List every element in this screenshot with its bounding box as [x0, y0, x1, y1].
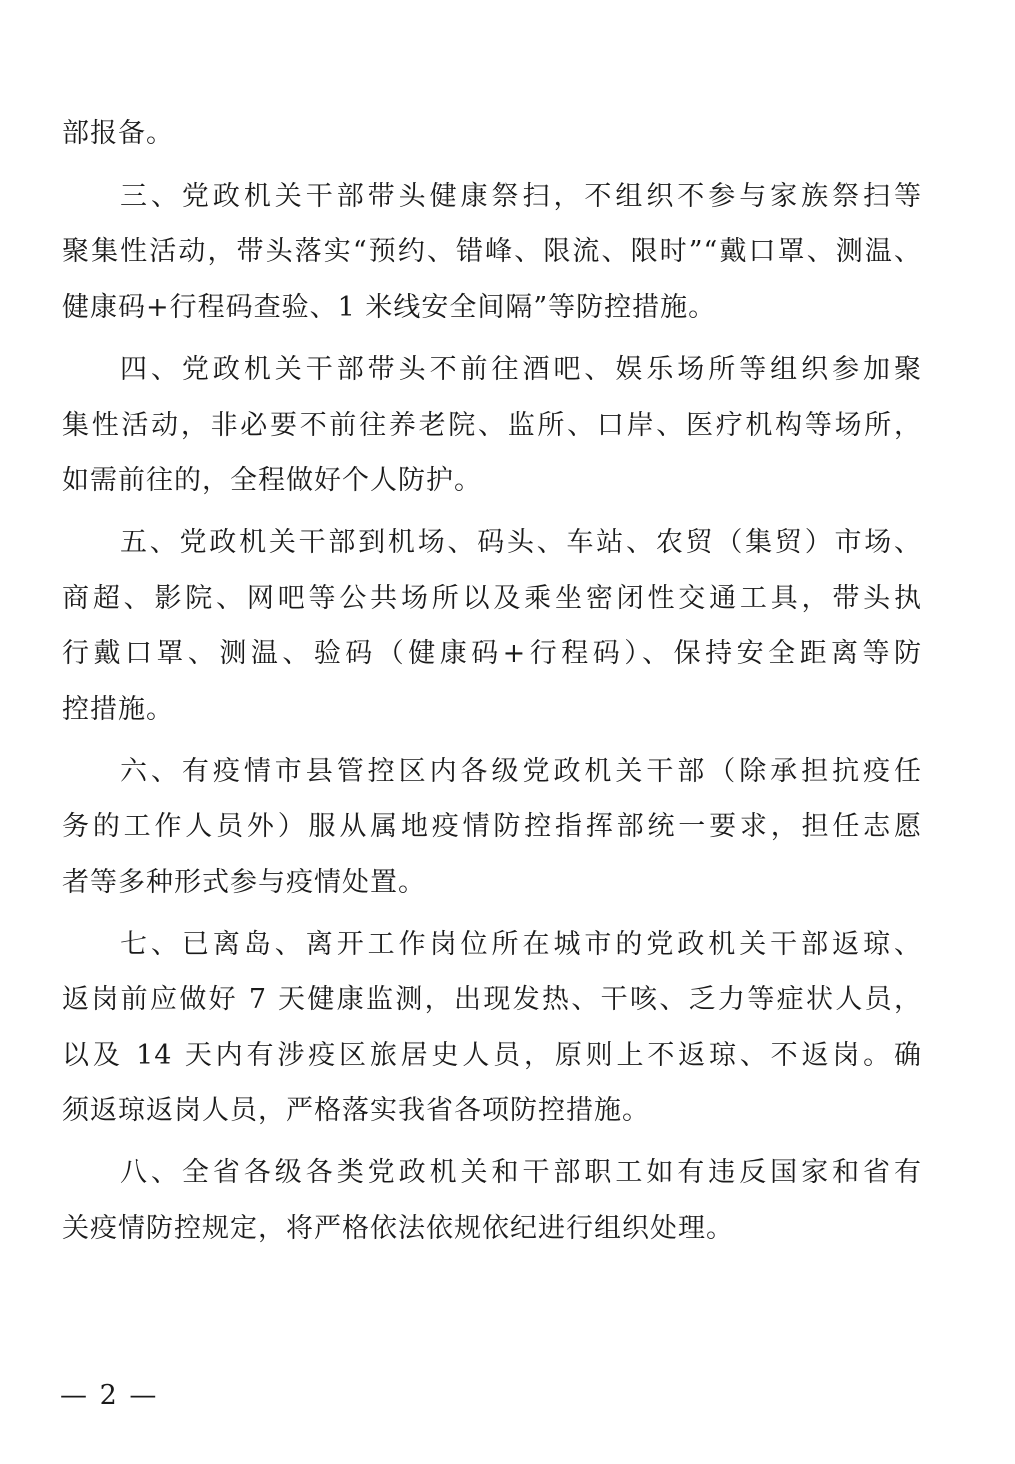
paragraph-4-line-1: 四、党政机关干部带头不前往酒吧、娱乐场所等组织参加聚 — [120, 354, 922, 385]
text-line: 如需前往的，全程做好个人防护。 — [62, 465, 482, 496]
text-line: 行戴口罩、测温、验码（健康码+行程码）、保持安全距离等防 — [62, 638, 922, 669]
paragraph-6-line-1: 六、有疫情市县管控区内各级党政机关干部（除承担抗疫任 — [120, 756, 922, 787]
text-line: 关疫情防控规定，将严格依法依规依纪进行组织处理。 — [62, 1213, 734, 1244]
page-number: — 2 — — [60, 1380, 159, 1411]
text-line: 以及 14 天内有涉疫区旅居史人员，原则上不返琼、不返岗。确 — [62, 1040, 922, 1071]
paragraph-8-line-1: 八、全省各级各类党政机关和干部职工如有违反国家和省有 — [120, 1157, 922, 1188]
text-line: 返岗前应做好 7 天健康监测，出现发热、干咳、乏力等症状人员， — [62, 984, 922, 1015]
text-line: 须返琼返岗人员，严格落实我省各项防控措施。 — [62, 1095, 650, 1126]
text-line: 商超、影院、网吧等公共场所以及乘坐密闭性交通工具，带头执 — [62, 583, 922, 614]
text-line: 者等多种形式参与疫情处置。 — [62, 867, 426, 898]
text-line: 控措施。 — [62, 694, 174, 725]
text-line: 健康码+行程码查验、1 米线安全间隔”等防控措施。 — [62, 292, 717, 323]
paragraph-3-line-1: 三、党政机关干部带头健康祭扫，不组织不参与家族祭扫等 — [120, 181, 922, 212]
text-line: 集性活动，非必要不前往养老院、监所、口岸、医疗机构等场所， — [62, 410, 922, 441]
paragraph-5-line-1: 五、党政机关干部到机场、码头、车站、农贸（集贸）市场、 — [120, 527, 922, 558]
text-line: 部报备。 — [62, 118, 174, 149]
text-line: 务的工作人员外）服从属地疫情防控指挥部统一要求，担任志愿 — [62, 811, 922, 842]
paragraph-7-line-1: 七、已离岛、离开工作岗位所在城市的党政机关干部返琼、 — [120, 929, 922, 960]
text-line: 聚集性活动，带头落实“预约、错峰、限流、限时”“戴口罩、测温、 — [62, 236, 922, 267]
